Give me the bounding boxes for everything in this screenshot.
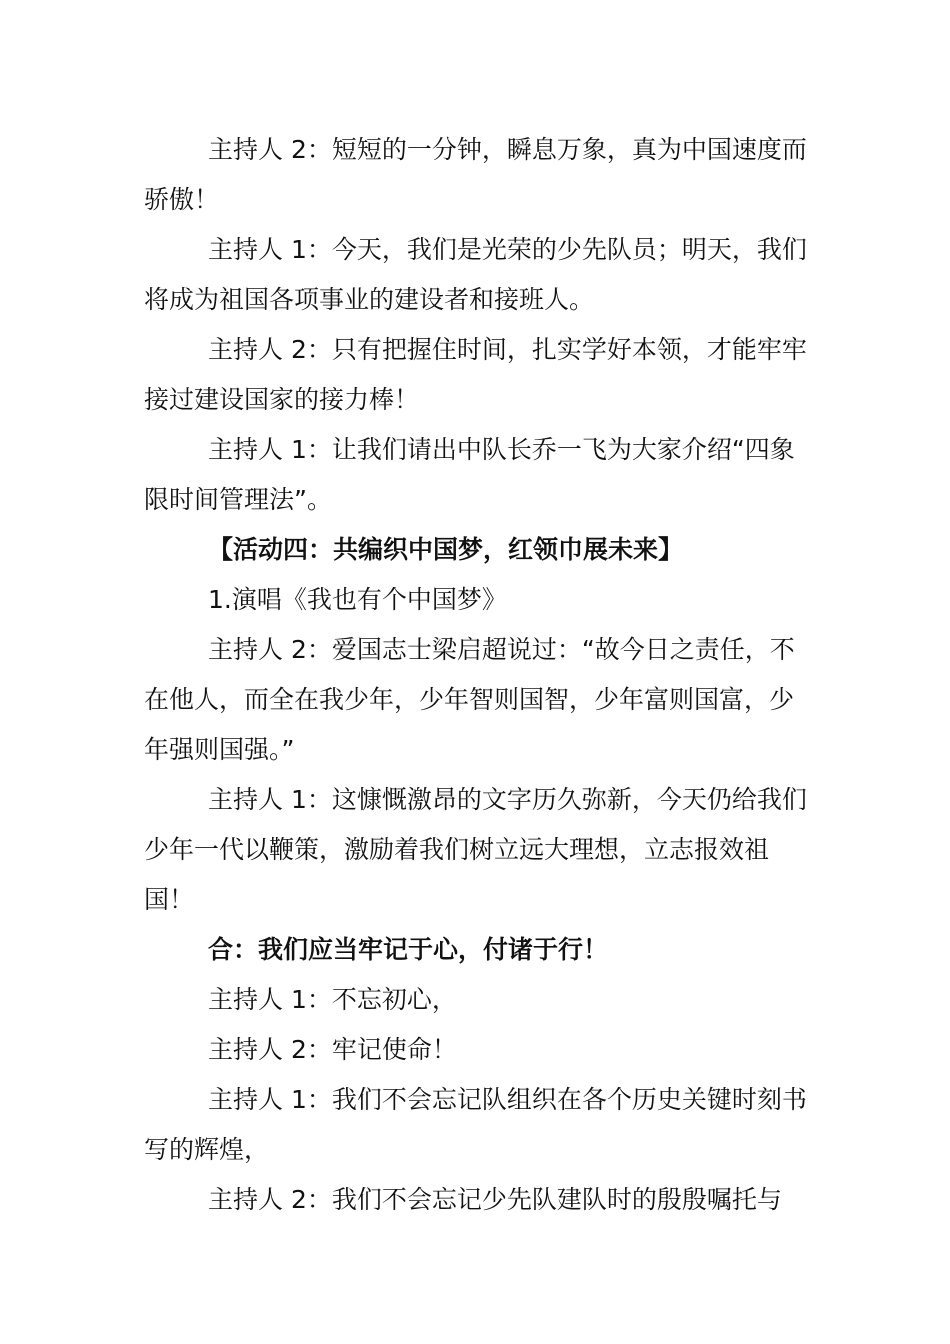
paragraph-host1-successors: 主持人 1：今天，我们是光荣的少先队员；明天，我们将成为祖国各项事业的建设者和接班人。 xyxy=(144,235,807,314)
paragraph-together: 合：我们应当牢记于心，付诸于行！ xyxy=(208,935,609,964)
paragraph-host1-inspiration: 主持人 1：这慷慨激昂的文字历久弥新，今天仍给我们少年一代以鞭策，激励着我们树立远大理想，立志报效祖国！ xyxy=(144,785,807,914)
paragraph-host2-relay: 主持人 2：只有把握住时间，扎实学好本领，才能牢牢接过建设国家的接力棒！ xyxy=(144,335,807,414)
paragraph-host2-liang-qichao: 主持人 2：爱国志士梁启超说过：“故今日之责任，不在他人，而全在我少年，少年智则国智，少年富则国富，少年强则国强。” xyxy=(144,635,795,764)
paragraph-host2-mission: 主持人 2：牢记使命！ xyxy=(208,1035,457,1064)
paragraph-host2-speed: 主持人 2：短短的一分钟，瞬息万象，真为中国速度而骄傲！ xyxy=(144,135,807,214)
paragraph-host1-glory: 主持人 1：我们不会忘记队组织在各个历史关键时刻书写的辉煌， xyxy=(144,1085,807,1164)
paragraph-host1-original-aspiration: 主持人 1：不忘初心， xyxy=(208,985,457,1014)
paragraph-host2-entrustment: 主持人 2：我们不会忘记少先队建队时的殷殷嘱托与 xyxy=(208,1185,782,1214)
paragraph-song: 1.演唱《我也有个中国梦》 xyxy=(208,585,507,614)
paragraph-host1-time-management: 主持人 1：让我们请出中队长乔一飞为大家介绍“四象限时间管理法”。 xyxy=(144,435,795,514)
activity-four-heading: 【活动四：共编织中国梦，红领巾展未来】 xyxy=(208,535,684,564)
document-body xyxy=(144,125,814,1225)
